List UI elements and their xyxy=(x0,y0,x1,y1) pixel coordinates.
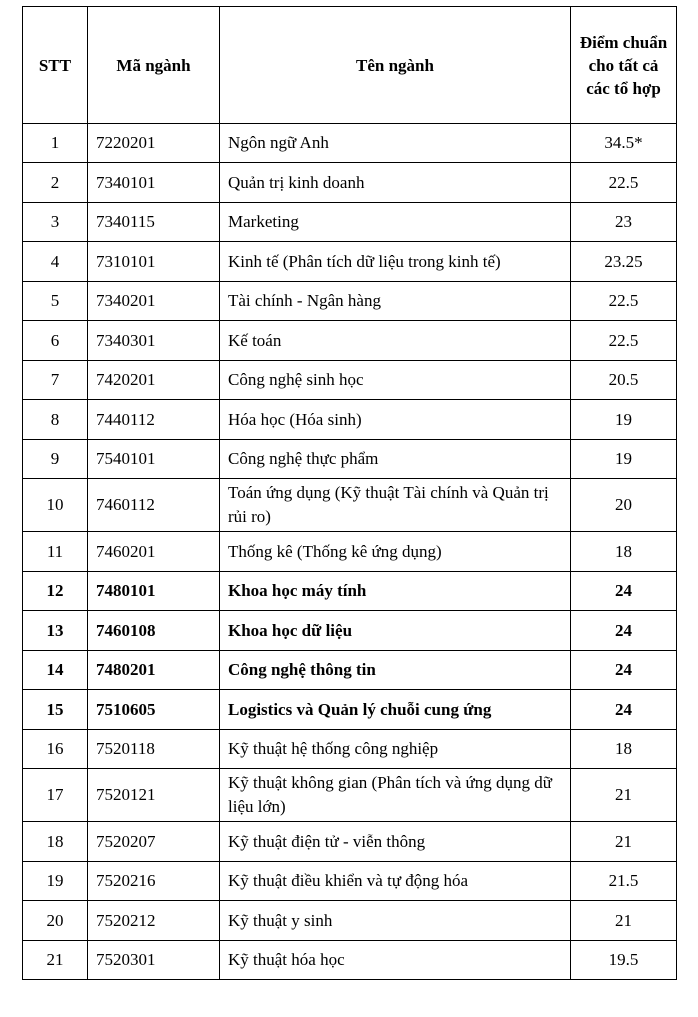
row-name: Toán ứng dụng (Kỹ thuật Tài chính và Quản trị rủi ro) xyxy=(220,479,571,532)
table-row xyxy=(23,242,677,282)
row-code: 7220201 xyxy=(88,124,220,163)
row-name: Kỹ thuật điều khiển và tự động hóa xyxy=(220,862,571,901)
row-score: 24 xyxy=(571,611,677,651)
row-score: 23 xyxy=(571,203,677,242)
row-name: Kỹ thuật hóa học xyxy=(220,941,571,980)
table-row xyxy=(23,769,677,822)
row-name: Kỹ thuật không gian (Phân tích và ứng dụng dữ liệu lớn) xyxy=(220,769,571,822)
row-name: Kế toán xyxy=(220,321,571,361)
row-score: 34.5* xyxy=(571,124,677,163)
table-row xyxy=(23,941,677,980)
row-name: Kinh tế (Phân tích dữ liệu trong kinh tế) xyxy=(220,242,571,282)
row-code: 7420201 xyxy=(88,361,220,400)
row-score: 19.5 xyxy=(571,941,677,980)
row-stt: 16 xyxy=(23,730,88,769)
row-score: 20 xyxy=(571,479,677,532)
row-stt: 17 xyxy=(23,769,88,822)
row-name: Logistics và Quản lý chuỗi cung ứng xyxy=(220,690,571,730)
row-code: 7340201 xyxy=(88,282,220,321)
row-stt: 11 xyxy=(23,532,88,572)
row-name: Khoa học dữ liệu xyxy=(220,611,571,651)
row-name: Tài chính - Ngân hàng xyxy=(220,282,571,321)
row-stt: 3 xyxy=(23,203,88,242)
row-code: 7460201 xyxy=(88,532,220,572)
row-stt: 14 xyxy=(23,651,88,690)
row-score: 24 xyxy=(571,651,677,690)
row-score: 20.5 xyxy=(571,361,677,400)
row-code: 7480101 xyxy=(88,572,220,611)
row-code: 7540101 xyxy=(88,440,220,479)
row-score: 23.25 xyxy=(571,242,677,282)
row-stt: 4 xyxy=(23,242,88,282)
row-code: 7460112 xyxy=(88,479,220,532)
table-row xyxy=(23,651,677,690)
row-name: Quản trị kinh doanh xyxy=(220,163,571,203)
table-row xyxy=(23,203,677,242)
table-row xyxy=(23,361,677,400)
row-score: 18 xyxy=(571,730,677,769)
row-code: 7520216 xyxy=(88,862,220,901)
row-name: Hóa học (Hóa sinh) xyxy=(220,400,571,440)
row-score: 22.5 xyxy=(571,163,677,203)
table-row xyxy=(23,611,677,651)
row-code: 7520301 xyxy=(88,941,220,980)
row-name: Khoa học máy tính xyxy=(220,572,571,611)
row-stt: 5 xyxy=(23,282,88,321)
table-row xyxy=(23,532,677,572)
row-score: 22.5 xyxy=(571,282,677,321)
row-stt: 7 xyxy=(23,361,88,400)
row-stt: 9 xyxy=(23,440,88,479)
row-stt: 2 xyxy=(23,163,88,203)
row-stt: 21 xyxy=(23,941,88,980)
row-name: Công nghệ thông tin xyxy=(220,651,571,690)
row-code: 7520207 xyxy=(88,822,220,862)
header-row xyxy=(23,7,677,124)
row-name: Kỹ thuật y sinh xyxy=(220,901,571,941)
row-name: Marketing xyxy=(220,203,571,242)
row-code: 7510605 xyxy=(88,690,220,730)
row-code: 7310101 xyxy=(88,242,220,282)
table-row xyxy=(23,400,677,440)
table-row xyxy=(23,282,677,321)
row-score: 24 xyxy=(571,690,677,730)
row-code: 7340115 xyxy=(88,203,220,242)
row-name: Công nghệ thực phẩm xyxy=(220,440,571,479)
row-code: 7520121 xyxy=(88,769,220,822)
row-score: 22.5 xyxy=(571,321,677,361)
row-name: Công nghệ sinh học xyxy=(220,361,571,400)
row-score: 18 xyxy=(571,532,677,572)
table-row xyxy=(23,822,677,862)
table-row xyxy=(23,901,677,941)
row-stt: 18 xyxy=(23,822,88,862)
row-score: 21.5 xyxy=(571,862,677,901)
table-row xyxy=(23,440,677,479)
row-code: 7340101 xyxy=(88,163,220,203)
table-row xyxy=(23,163,677,203)
header-stt: STT xyxy=(23,7,88,124)
row-stt: 1 xyxy=(23,124,88,163)
row-stt: 6 xyxy=(23,321,88,361)
header-code: Mã ngành xyxy=(88,7,220,124)
table-row xyxy=(23,572,677,611)
row-score: 21 xyxy=(571,822,677,862)
row-code: 7460108 xyxy=(88,611,220,651)
row-code: 7520212 xyxy=(88,901,220,941)
row-stt: 15 xyxy=(23,690,88,730)
table-row xyxy=(23,479,677,532)
row-stt: 8 xyxy=(23,400,88,440)
row-code: 7480201 xyxy=(88,651,220,690)
row-stt: 20 xyxy=(23,901,88,941)
row-code: 7440112 xyxy=(88,400,220,440)
header-name: Tên ngành xyxy=(220,7,571,124)
row-stt: 19 xyxy=(23,862,88,901)
row-score: 19 xyxy=(571,440,677,479)
row-score: 21 xyxy=(571,769,677,822)
row-name: Kỹ thuật điện tử - viễn thông xyxy=(220,822,571,862)
row-stt: 10 xyxy=(23,479,88,532)
table-row xyxy=(23,862,677,901)
row-name: Thống kê (Thống kê ứng dụng) xyxy=(220,532,571,572)
table-row xyxy=(23,321,677,361)
admission-scores-table xyxy=(22,6,677,980)
row-score: 19 xyxy=(571,400,677,440)
row-name: Ngôn ngữ Anh xyxy=(220,124,571,163)
row-code: 7340301 xyxy=(88,321,220,361)
table-row xyxy=(23,730,677,769)
header-score: Điểm chuẩn cho tất cả các tổ hợp xyxy=(571,7,677,124)
row-stt: 12 xyxy=(23,572,88,611)
row-score: 24 xyxy=(571,572,677,611)
row-name: Kỹ thuật hệ thống công nghiệp xyxy=(220,730,571,769)
table-row xyxy=(23,124,677,163)
row-score: 21 xyxy=(571,901,677,941)
table-row xyxy=(23,690,677,730)
table-body xyxy=(23,124,677,980)
row-code: 7520118 xyxy=(88,730,220,769)
row-stt: 13 xyxy=(23,611,88,651)
